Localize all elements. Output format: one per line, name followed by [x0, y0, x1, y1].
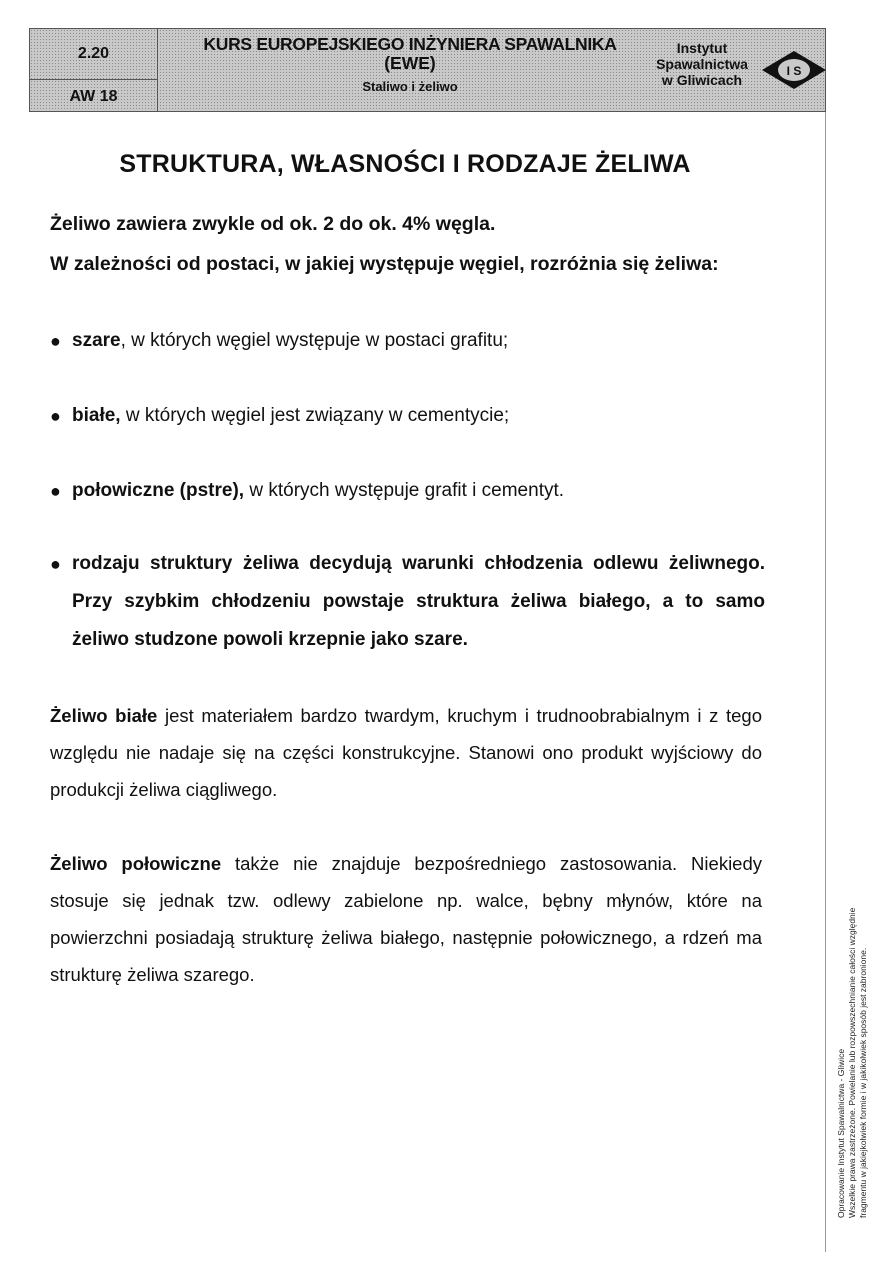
course-title-block [180, 35, 640, 96]
paragraph-term: Żeliwo białe [50, 705, 158, 726]
paragraph-white-cast-iron [50, 697, 762, 808]
intro-line-1: Żeliwo zawiera zwykle od ok. 2 do ok. 4% węgla. [50, 213, 496, 235]
institute-name [642, 40, 762, 88]
bullet-icon: ● [50, 406, 61, 426]
intro-line-2: W zależności od postaci, w jakiej występuje węgiel, rozróżnia się żeliwa: [50, 253, 719, 275]
institute-line-3: w Gliwicach [661, 72, 743, 88]
institute-line-2: Spawalnictwa [656, 56, 748, 72]
list-item-text: w których występuje grafit i cementyt. [244, 480, 565, 501]
copyright-line-2: Wszelkie prawa zastrzeżone. Powielanie lub rozpowszechnianie całości względnie [847, 907, 857, 1218]
paragraph-term: Żeliwo połowiczne [50, 853, 222, 874]
copyright-line-3: fragmentu w jakiejkolwiek formie i w jakikolwiek sposób jest zabronione. [858, 947, 868, 1218]
document-header [29, 28, 826, 112]
list-item [50, 472, 765, 510]
institute-line-1: Instytut [676, 40, 728, 56]
copyright-note [836, 908, 869, 1218]
institute-logo [760, 49, 828, 91]
margin-rule [825, 112, 826, 1252]
paragraph-text: także nie znajduje bezpośredniego zastosowania. Niekiedy stosuje się jednak tzw. odlewy zabielone np. walce, bębny młynów, które na powierzchni posiadają strukturę żeliwa białego, następnie połowicznego, a rdzeń ma strukturę żeliwa szarego. [50, 853, 763, 985]
list-item-text: w których węgiel jest związany w cementycie; [120, 405, 510, 426]
list-item [50, 397, 765, 435]
bullet-icon: ● [50, 481, 61, 501]
copyright-line-1: Opracowanie Instytut Spawalnictwa - Gliwice [836, 1048, 846, 1218]
page-title: STRUKTURA, WŁASNOŚCI I RODZAJE ŻELIWA [119, 150, 691, 178]
list-item-term: połowiczne (pstre), [72, 480, 245, 501]
logo-text: I S [786, 64, 802, 78]
list-item [50, 545, 765, 659]
paragraph-mottled-cast-iron [50, 845, 762, 993]
list-item-term: rodzaju struktury żeliwa decydują warunki chłodzenia odlewu żeliwnego. Przy szybkim chłodzeniu powstaje struktura żeliwa białego, a to samo żeliwo studzone powoli krzepnie jako szare. [72, 553, 765, 650]
doc-code: AW 18 [69, 87, 118, 105]
course-subject: Staliwo i żeliwo [362, 79, 458, 94]
bullet-icon: ● [50, 331, 61, 351]
list-item-text: , w których węgiel występuje w postaci grafitu; [120, 330, 509, 351]
section-number: 2.20 [30, 29, 157, 80]
course-title: KURS EUROPEJSKIEGO INŻYNIERA SPAWALNIKA [203, 34, 617, 54]
bullet-icon: ● [50, 554, 61, 574]
course-abbreviation: (EWE) [384, 53, 436, 73]
list-item-term: białe, [72, 405, 121, 426]
list-item [50, 322, 765, 360]
header-code-cell [30, 29, 158, 111]
paragraph-text: jest materiałem bardzo twardym, kruchym i trudnoobrabialnym i z tego względu nie nadaje się na części konstrukcyjne. Stanowi ono produkt wyjściowy do produkcji żeliwa ciągliwego. [50, 705, 762, 800]
list-item-term: szare [72, 330, 121, 351]
